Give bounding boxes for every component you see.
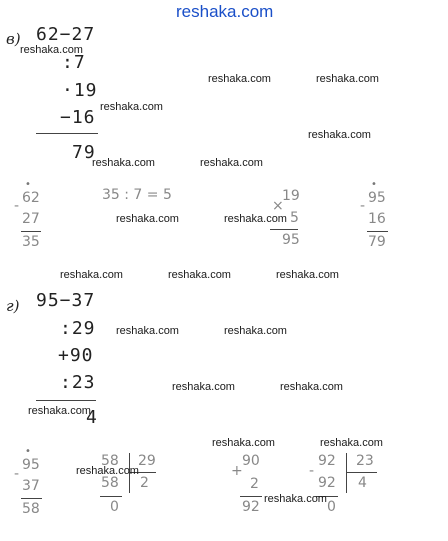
watermark: reshaka.com [200, 157, 263, 169]
watermark: reshaka.com [224, 325, 287, 337]
part-v-result: 79 [72, 142, 96, 163]
part-v-mult-result: 95 [282, 232, 300, 248]
watermark: reshaka.com [320, 437, 383, 449]
part-g-sub1-top: 95 [22, 457, 40, 473]
part-v-sub1-borrow-dot: • [25, 179, 31, 190]
part-g-sub1-rule [21, 498, 42, 499]
part-g-div1-remainder: 0 [110, 499, 119, 515]
part-g-div2-divisor: 23 [356, 453, 374, 469]
part-v-step-1: :7 [62, 52, 86, 73]
part-g-div2-remainder: 0 [327, 499, 336, 515]
part-v-mult-bottom: 5 [290, 210, 299, 226]
part-v-sub2-rule [367, 231, 388, 232]
part-g-div1-quotient: 2 [140, 475, 149, 491]
part-v-sub1-result: 35 [22, 234, 40, 250]
watermark: reshaka.com [76, 465, 139, 477]
part-g-div1-divisor: 29 [138, 453, 156, 469]
part-g-label: г) [6, 297, 20, 315]
watermark: reshaka.com [60, 269, 123, 281]
part-v-start-expression: 62−27 [36, 24, 96, 45]
part-g-div1-product: 58 [101, 475, 119, 491]
part-g-step-3: :23 [60, 372, 96, 393]
part-g-add-result: 92 [242, 499, 260, 515]
watermark: reshaka.com [208, 73, 271, 85]
watermark: reshaka.com [168, 269, 231, 281]
watermark: reshaka.com [224, 213, 287, 225]
watermark: reshaka.com [316, 73, 379, 85]
part-v-sub1-rule [21, 231, 41, 232]
watermark: reshaka.com [28, 405, 91, 417]
part-v-label: в) [6, 30, 21, 48]
part-g-step-1: :29 [60, 318, 96, 339]
watermark: reshaka.com [116, 213, 179, 225]
watermark: reshaka.com [276, 269, 339, 281]
part-v-sub2-top: 95 [368, 190, 386, 206]
part-g-div2-divisor-rule [347, 472, 377, 473]
part-g-result: 4 [86, 407, 98, 428]
part-g-add-bottom: 2 [250, 476, 259, 492]
part-v-sub2-borrow-dot: • [371, 179, 377, 190]
part-v-sub2-sign: - [360, 198, 366, 214]
watermark: reshaka.com [280, 381, 343, 393]
part-g-result-rule [36, 400, 96, 401]
part-g-div2-quotient: 4 [358, 475, 367, 491]
part-v-step-3: −16 [60, 107, 96, 128]
part-g-div1-dividend: 58 [101, 453, 119, 469]
part-v-sub2-result: 79 [368, 234, 386, 250]
part-g-sub1-bottom: 37 [22, 478, 40, 494]
watermark: reshaka.com [20, 44, 83, 56]
watermark: reshaka.com [308, 129, 371, 141]
watermark: reshaka.com [100, 101, 163, 113]
watermark: reshaka.com [264, 493, 327, 505]
part-g-div2-product: 92 [318, 475, 336, 491]
part-g-add-rule [240, 496, 262, 497]
part-v-sub2-bottom: 16 [368, 211, 386, 227]
part-g-div1-rule [100, 496, 122, 497]
part-g-div2-vertical-bar [346, 453, 347, 493]
part-g-div2-sign: - [309, 463, 315, 479]
part-g-start-expression: 95−37 [36, 290, 96, 311]
part-g-step-2: +90 [58, 345, 94, 366]
part-v-mult-top: 19 [282, 188, 300, 204]
part-v-step-2: ·19 [62, 80, 98, 101]
part-v-sub1-top: 62 [22, 190, 40, 206]
watermark: reshaka.com [116, 325, 179, 337]
part-v-sub1-sign: - [14, 198, 20, 214]
part-g-sub1-sign: - [14, 466, 20, 482]
part-g-sub1-result: 58 [22, 501, 40, 517]
watermark: reshaka.com [172, 381, 235, 393]
watermark: reshaka.com [92, 157, 155, 169]
part-g-div2-dividend: 92 [318, 453, 336, 469]
part-v-mult-sign: × [272, 198, 284, 214]
part-g-add-top: 90 [242, 453, 260, 469]
part-v-division: 35 : 7 = 5 [102, 187, 172, 203]
watermark: reshaka.com [212, 437, 275, 449]
site-header-watermark: reshaka.com [176, 2, 274, 21]
part-v-result-rule [36, 133, 98, 134]
part-g-sub1-borrow-dot: • [25, 446, 31, 457]
part-v-sub1-bottom: 27 [22, 211, 40, 227]
part-g-add-sign: + [231, 463, 243, 479]
part-v-mult-rule [270, 229, 298, 230]
